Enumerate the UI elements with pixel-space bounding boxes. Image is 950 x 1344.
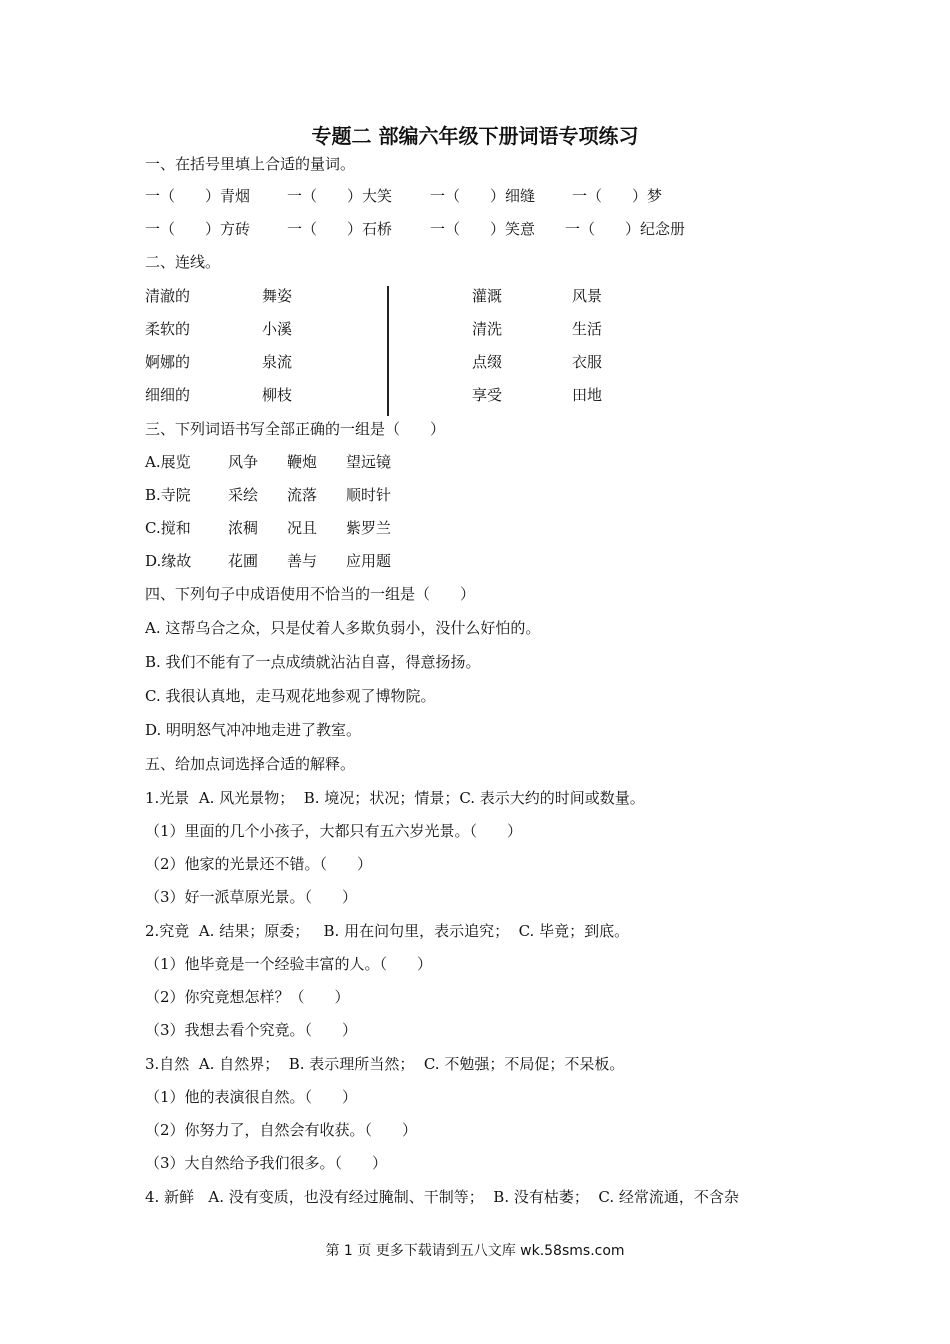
q1-item: 一（ ）梦 — [572, 187, 663, 205]
q2-heading: 二、连线。 — [145, 253, 221, 271]
q3-option-word: C.搅和 — [145, 519, 191, 537]
q3-option-word: 浓稠 — [228, 519, 259, 537]
q3-option-word: 紫罗兰 — [346, 519, 392, 537]
q3-option-word: 鞭炮 — [287, 453, 318, 471]
q5-line: （1）里面的几个小孩子，大都只有五六岁光景。（ ） — [145, 822, 523, 840]
q3-option-word: 况且 — [287, 519, 318, 537]
q5-line: （2）你努力了，自然会有收获。（ ） — [145, 1121, 418, 1139]
q2-right-word: 清洗 — [472, 320, 503, 338]
q3-option-word: 望远镜 — [346, 453, 392, 471]
q5-line: （1）他毕竟是一个经验丰富的人。（ ） — [145, 955, 433, 973]
q5-line: （2）你究竟想怎样？（ ） — [145, 988, 350, 1006]
q3-option-word: 应用题 — [346, 552, 392, 570]
q1-item: 一（ ）纪念册 — [565, 220, 686, 238]
page-footer: 第 1 页 更多下载请到五八文库 wk.58sms.com — [325, 1243, 625, 1259]
q3-option-word: 顺时针 — [346, 486, 392, 504]
q3-option-word: B.寺院 — [145, 486, 191, 504]
q5-line: （3）我想去看个究竟。（ ） — [145, 1021, 358, 1039]
q5-line: （3）好一派草原光景。（ ） — [145, 888, 358, 906]
q4-option: C. 我很认真地，走马观花地参观了博物院。 — [145, 687, 436, 705]
q3-heading: 三、下列词语书写全部正确的一组是（ ） — [145, 420, 446, 438]
q4-heading: 四、下列句子中成语使用不恰当的一组是（ ） — [145, 585, 476, 603]
q2-left-word: 细细的 — [145, 386, 191, 404]
q2-right-word: 享受 — [472, 386, 503, 404]
q3-option-word: 风争 — [228, 453, 259, 471]
q2-left-match: 舞姿 — [262, 287, 293, 305]
q1-heading: 一、在括号里填上合适的量词。 — [145, 155, 356, 173]
q5-line: 4. 新鲜 A. 没有变质，也没有经过腌制、干制等； B. 没有枯萎； C. 经常流通，不含杂 — [145, 1188, 739, 1206]
q3-option-word: 善与 — [287, 552, 318, 570]
q5-line: （2）他家的光景还不错。（ ） — [145, 855, 373, 873]
q2-right-match: 生活 — [572, 320, 603, 338]
q5-line: 2.究竟 A. 结果；原委； B. 用在问句里，表示追究； C. 毕竟；到底。 — [145, 922, 630, 940]
q3-option-word: 流落 — [287, 486, 318, 504]
q5-heading: 五、给加点词选择合适的解释。 — [145, 755, 356, 773]
q3-option-word: D.缘故 — [145, 552, 192, 570]
q4-option: D. 明明怒气冲冲地走进了教室。 — [145, 721, 362, 739]
q1-item: 一（ ）细缝 — [430, 187, 536, 205]
q5-line: （3）大自然给予我们很多。（ ） — [145, 1154, 388, 1172]
q4-option: A. 这帮乌合之众，只是仗着人多欺负弱小，没什么好怕的。 — [145, 619, 541, 637]
q1-item: 一（ ）石桥 — [287, 220, 393, 238]
q2-right-match: 田地 — [572, 386, 603, 404]
q1-item: 一（ ）青烟 — [145, 187, 251, 205]
q2-left-match: 泉流 — [262, 353, 293, 371]
q2-left-match: 小溪 — [262, 320, 293, 338]
divider-line — [387, 286, 389, 416]
q2-left-word: 柔软的 — [145, 320, 191, 338]
q2-right-match: 风景 — [572, 287, 603, 305]
page-title: 专题二 部编六年级下册词语专项练习 — [311, 124, 639, 148]
q3-option-word: A.展览 — [145, 453, 191, 471]
q5-line: （1）他的表演很自然。（ ） — [145, 1088, 358, 1106]
q4-option: B. 我们不能有了一点成绩就沾沾自喜，得意扬扬。 — [145, 653, 481, 671]
q1-item: 一（ ）笑意 — [430, 220, 536, 238]
q1-item: 一（ ）大笑 — [287, 187, 393, 205]
q2-right-match: 衣服 — [572, 353, 603, 371]
q2-left-match: 柳枝 — [262, 386, 293, 404]
q3-option-word: 采绘 — [228, 486, 259, 504]
q2-right-word: 点缀 — [472, 353, 503, 371]
q5-line: 3.自然 A. 自然界； B. 表示理所当然； C. 不勉强；不局促；不呆板。 — [145, 1055, 625, 1073]
q2-right-word: 灌溉 — [472, 287, 503, 305]
q1-item: 一（ ）方砖 — [145, 220, 251, 238]
q2-left-word: 清澈的 — [145, 287, 191, 305]
q5-line: 1.光景 A. 风光景物； B. 境况；状况；情景；C. 表示大约的时间或数量。 — [145, 789, 645, 807]
q3-option-word: 花圃 — [228, 552, 259, 570]
q2-left-word: 婀娜的 — [145, 353, 191, 371]
